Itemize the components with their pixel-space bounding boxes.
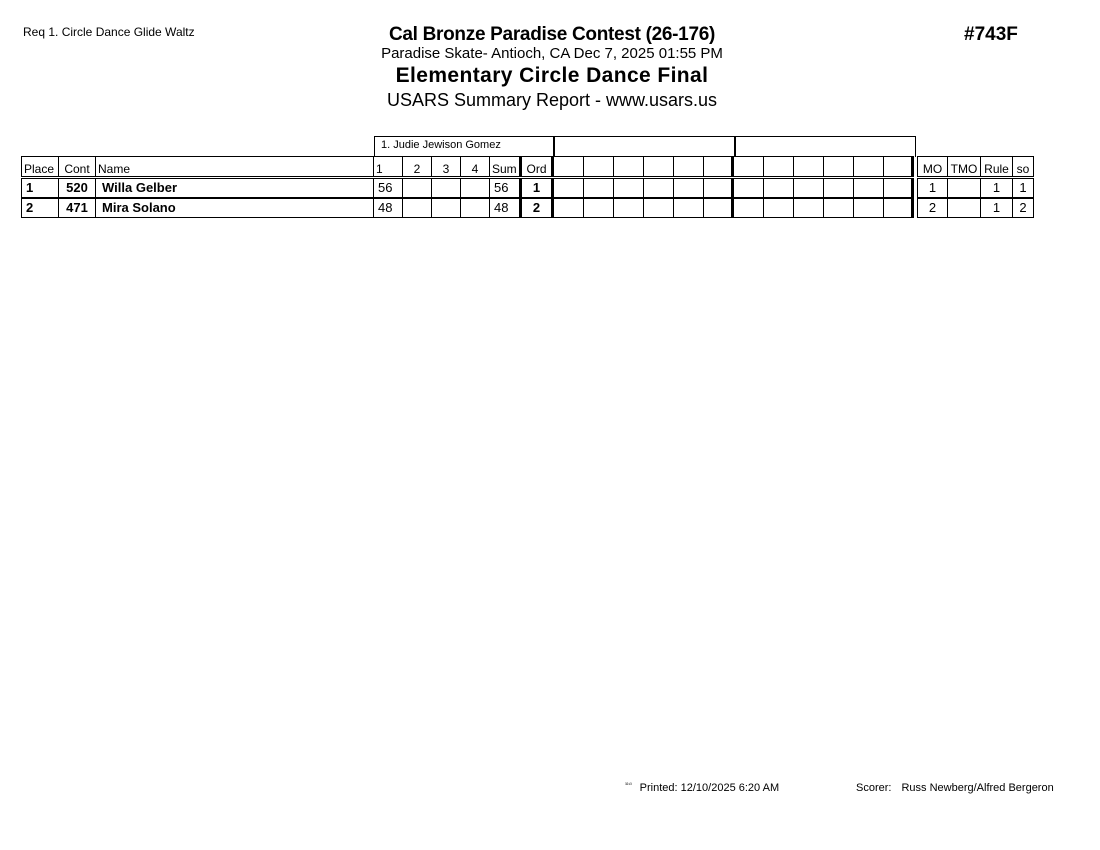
empty-cell (673, 178, 704, 198)
empty-cell (823, 178, 854, 198)
s4-cell (460, 198, 490, 218)
empty-cell (733, 156, 764, 177)
name-cell: Willa Gelber (95, 178, 374, 198)
tmo-cell (947, 198, 981, 218)
empty-cell (853, 178, 884, 198)
s2-cell: 2 (402, 156, 432, 177)
cont-cell: Cont (58, 156, 96, 177)
rule-cell: Rule (980, 156, 1013, 177)
so-cell: 2 (1012, 198, 1034, 218)
place-cell: 1 (21, 178, 59, 198)
rule-cell: 1 (980, 178, 1013, 198)
rule-cell: 1 (980, 198, 1013, 218)
empty-cell (853, 198, 884, 218)
empty-cell (733, 198, 764, 218)
report-title: USARS Summary Report - www.usars.us (386, 90, 718, 110)
scorer-info (856, 782, 1054, 794)
empty-cell (553, 156, 584, 177)
sum-cell: 48 (489, 198, 522, 218)
empty-cell (793, 178, 824, 198)
scorer-names: Russ Newberg/Alfred Bergeron (901, 782, 1054, 794)
judge-panel-1 (374, 136, 554, 157)
required-dance-label: Req 1. Circle Dance Glide Waltz (23, 25, 195, 39)
empty-cell (883, 178, 914, 198)
empty-cell (553, 198, 584, 218)
tmo-cell: TMO (947, 156, 981, 177)
mo-cell: 2 (917, 198, 948, 218)
mo-cell: 1 (917, 178, 948, 198)
name-cell: Mira Solano (95, 198, 374, 218)
empty-cell (643, 198, 674, 218)
printed-date: Printed: 12/10/2025 6:20 AM (639, 782, 780, 794)
s4-cell: 4 (460, 156, 490, 177)
empty-cell (733, 178, 764, 198)
empty-cell (763, 178, 794, 198)
empty-cell (763, 198, 794, 218)
empty-cell (583, 156, 614, 177)
cont-cell: 520 (58, 178, 96, 198)
venue-date: Paradise Skate- Antioch, CA Dec 7, 2025 01:55 PM (381, 45, 723, 62)
empty-cell (673, 198, 704, 218)
name-cell: Name (95, 156, 374, 177)
event-title: Elementary Circle Dance Final (395, 64, 709, 87)
empty-cell (583, 178, 614, 198)
scorer-label: Scorer: (856, 782, 892, 794)
event-code: #743F (964, 24, 1018, 45)
sum-cell: Sum (489, 156, 522, 177)
s4-cell (460, 178, 490, 198)
mo-cell: MO (917, 156, 948, 177)
ord-cell: 1 (521, 178, 554, 198)
empty-cell (643, 178, 674, 198)
cont-cell: 471 (58, 198, 96, 218)
ord-cell: 2 (521, 198, 554, 218)
page-code: ³²¹³ (625, 782, 632, 788)
s1-cell: 1 (373, 156, 403, 177)
empty-cell (823, 156, 854, 177)
s3-cell: 3 (431, 156, 461, 177)
judge-panel-2 (554, 136, 735, 157)
judge-panel-3 (735, 136, 916, 157)
empty-cell (703, 178, 734, 198)
empty-cell (673, 156, 704, 177)
place-cell: Place (21, 156, 59, 177)
empty-cell (793, 198, 824, 218)
s3-cell (431, 198, 461, 218)
s1-cell: 48 (373, 198, 403, 218)
printed-info (625, 782, 779, 794)
empty-cell (793, 156, 824, 177)
empty-cell (583, 198, 614, 218)
place-cell: 2 (21, 198, 59, 218)
judge-name: 1. Judie Jewison Gomez (381, 139, 501, 151)
empty-cell (763, 156, 794, 177)
s1-cell: 56 (373, 178, 403, 198)
empty-cell (703, 156, 734, 177)
s3-cell (431, 178, 461, 198)
tmo-cell (947, 178, 981, 198)
ord-cell: Ord (521, 156, 554, 177)
empty-cell (643, 156, 674, 177)
empty-cell (823, 198, 854, 218)
empty-cell (883, 198, 914, 218)
empty-cell (703, 198, 734, 218)
empty-cell (613, 156, 644, 177)
s2-cell (402, 178, 432, 198)
empty-cell (553, 178, 584, 198)
so-cell: 1 (1012, 178, 1034, 198)
contest-title: Cal Bronze Paradise Contest (26-176) (388, 24, 716, 45)
empty-cell (883, 156, 914, 177)
so-cell: so (1012, 156, 1034, 177)
empty-cell (853, 156, 884, 177)
s2-cell (402, 198, 432, 218)
empty-cell (613, 198, 644, 218)
empty-cell (613, 178, 644, 198)
sum-cell: 56 (489, 178, 522, 198)
